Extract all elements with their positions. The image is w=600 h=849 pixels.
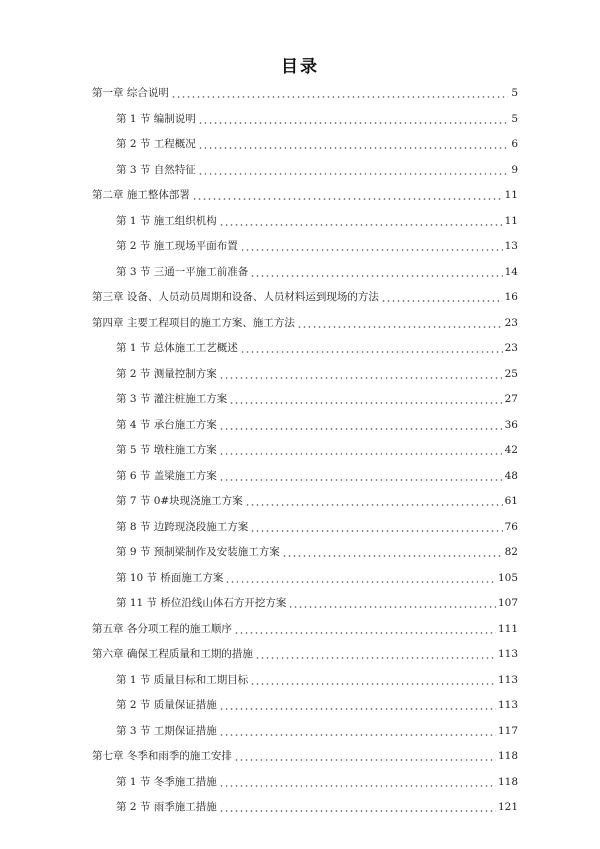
dot-leader (219, 777, 496, 787)
dot-leader (219, 471, 503, 481)
dot-leader (198, 165, 508, 175)
dot-leader (250, 267, 502, 277)
dot-leader (234, 624, 496, 634)
toc-entry-label: 第七章 冬季和雨季的施工安排 (92, 750, 232, 762)
toc-section-entry[interactable] (116, 259, 518, 279)
toc-section-entry[interactable] (116, 208, 518, 228)
toc-section-entry[interactable] (116, 361, 518, 381)
toc-chapter-entry[interactable] (92, 182, 518, 202)
dot-leader (219, 216, 503, 226)
toc-entry-label: 第三章 设备、人员动员周期和设备、人员材料运到现场的方法 (92, 291, 379, 303)
toc-section-entry[interactable] (116, 437, 518, 457)
toc-entry-label: 第 1 节 编制说明 (116, 112, 196, 125)
toc-entry-label: 第五章 各分项工程的施工顺序 (92, 622, 232, 635)
dot-leader (245, 496, 503, 506)
dot-leader (255, 649, 496, 659)
toc-section-entry[interactable] (116, 233, 518, 253)
toc-page-number: 11 (504, 214, 518, 227)
dot-leader (198, 139, 508, 149)
toc-section-entry[interactable] (116, 488, 518, 508)
toc-page-number: 105 (497, 571, 518, 584)
toc-page-number: 118 (497, 750, 518, 762)
toc-section-entry[interactable] (116, 386, 518, 406)
toc-page-number: 107 (497, 597, 518, 609)
dot-leader (219, 420, 503, 430)
toc-page-number: 36 (504, 418, 518, 431)
toc-page-number: 14 (504, 265, 518, 278)
toc-page-number: 61 (504, 495, 518, 507)
dot-leader (381, 292, 503, 302)
toc-entry-label: 第 8 节 边跨现浇段施工方案 (116, 520, 249, 533)
toc-section-entry[interactable] (116, 590, 518, 610)
toc-page-number: 111 (497, 622, 518, 635)
toc-section-entry[interactable] (116, 667, 518, 687)
toc-entry-label: 第 2 节 工程概况 (116, 138, 196, 150)
toc-page-number: 113 (497, 699, 518, 711)
toc-section-entry[interactable] (116, 565, 518, 585)
toc-section-entry[interactable] (116, 131, 518, 151)
toc-page-number: 121 (497, 801, 518, 813)
toc-page-number: 113 (497, 648, 518, 660)
toc-entry-label: 第 3 节 三通一平施工前准备 (116, 265, 249, 278)
dot-leader (219, 726, 496, 736)
toc-entry-label: 第一章 综合说明 (92, 87, 169, 99)
toc-entry-label: 第 4 节 承台施工方案 (116, 418, 217, 431)
toc-page-number: 23 (504, 316, 518, 329)
toc-entry-label: 第 10 节 桥面施工方案 (116, 571, 224, 584)
dot-leader (250, 675, 496, 685)
toc-section-entry[interactable] (116, 463, 518, 483)
toc-chapter-entry[interactable] (92, 80, 518, 100)
toc-entry-label: 第六章 确保工程质量和工期的措施 (92, 648, 253, 660)
toc-section-entry[interactable] (116, 794, 518, 814)
toc-section-entry[interactable] (116, 514, 518, 534)
dot-leader (240, 241, 503, 251)
toc-page-number: 16 (504, 291, 518, 303)
dot-leader (171, 88, 508, 98)
toc-page-number: 42 (504, 444, 518, 456)
toc-page-number: 23 (504, 342, 518, 354)
toc-chapter-entry[interactable] (92, 310, 518, 330)
toc-entry-label: 第 2 节 施工现场平面布置 (116, 240, 238, 252)
dot-leader (219, 369, 503, 379)
toc-section-entry[interactable] (116, 718, 518, 738)
dot-leader (198, 114, 508, 124)
toc-entry-label: 第 1 节 施工组织机构 (116, 214, 217, 227)
toc-entry-label: 第 3 节 灌注桩施工方案 (116, 393, 228, 405)
toc-page-number: 118 (497, 775, 518, 788)
dot-leader (225, 573, 496, 583)
toc-section-entry[interactable] (116, 157, 518, 177)
toc-page-number: 27 (504, 393, 518, 405)
toc-section-entry[interactable] (116, 335, 518, 355)
toc-entry-label: 第 1 节 质量目标和工期目标 (116, 673, 249, 686)
dot-leader (219, 445, 503, 455)
toc-entry-label: 第 11 节 桥位沿线山体石方开挖方案 (116, 597, 287, 609)
dot-leader (219, 700, 496, 710)
toc-entry-label: 第 9 节 预制梁制作及安装施工方案 (116, 546, 280, 558)
toc-page-number: 82 (504, 546, 518, 558)
dot-leader (282, 547, 503, 557)
toc-chapter-entry[interactable] (92, 641, 518, 661)
toc-page-number: 113 (497, 673, 518, 686)
toc-chapter-entry[interactable] (92, 743, 518, 763)
toc-entry-label: 第 1 节 冬季施工措施 (116, 775, 217, 788)
toc-chapter-entry[interactable] (92, 616, 518, 636)
toc-section-entry[interactable] (116, 692, 518, 712)
toc-entry-label: 第 1 节 总体施工工艺概述 (116, 342, 238, 354)
page-title: 目录 (281, 57, 319, 77)
toc-entry-label: 第 7 节 0#块现浇施工方案 (116, 495, 243, 507)
toc-section-entry[interactable] (116, 412, 518, 432)
toc-page-number: 117 (497, 724, 518, 737)
toc-chapter-entry[interactable] (92, 284, 518, 304)
toc-page-number: 11 (504, 189, 518, 201)
toc-entry-label: 第 2 节 测量控制方案 (116, 367, 217, 380)
dot-leader (288, 598, 496, 608)
toc-section-entry[interactable] (116, 769, 518, 789)
toc-page-number: 5 (511, 112, 518, 125)
toc-section-entry[interactable] (116, 106, 518, 126)
toc-entry-label: 第 3 节 自然特征 (116, 163, 196, 176)
dot-leader (229, 394, 502, 404)
toc-entry-label: 第 2 节 质量保证措施 (116, 699, 217, 711)
toc-section-entry[interactable] (116, 539, 518, 559)
dot-leader (240, 343, 503, 353)
dot-leader (297, 318, 503, 328)
dot-leader (250, 522, 502, 532)
toc-page-number: 25 (504, 367, 518, 380)
toc-entry-label: 第 2 节 雨季施工措施 (116, 801, 217, 813)
dot-leader (234, 751, 496, 761)
toc-page-number: 13 (504, 240, 518, 252)
toc-entry-label: 第二章 施工整体部署 (92, 189, 190, 201)
toc-page-number: 6 (511, 138, 518, 150)
toc-entry-label: 第 6 节 盖梁施工方案 (116, 469, 217, 482)
toc-entry-label: 第 5 节 墩柱施工方案 (116, 444, 217, 456)
toc-page-number: 76 (504, 520, 518, 533)
toc-page-number: 48 (504, 469, 518, 482)
toc-page-number: 9 (511, 163, 518, 176)
dot-leader (192, 190, 503, 200)
dot-leader (219, 802, 496, 812)
toc-entry-label: 第四章 主要工程项目的施工方案、施工方法 (92, 316, 295, 329)
toc-entry-label: 第 3 节 工期保证措施 (116, 724, 217, 737)
toc-page-number: 5 (511, 87, 518, 99)
